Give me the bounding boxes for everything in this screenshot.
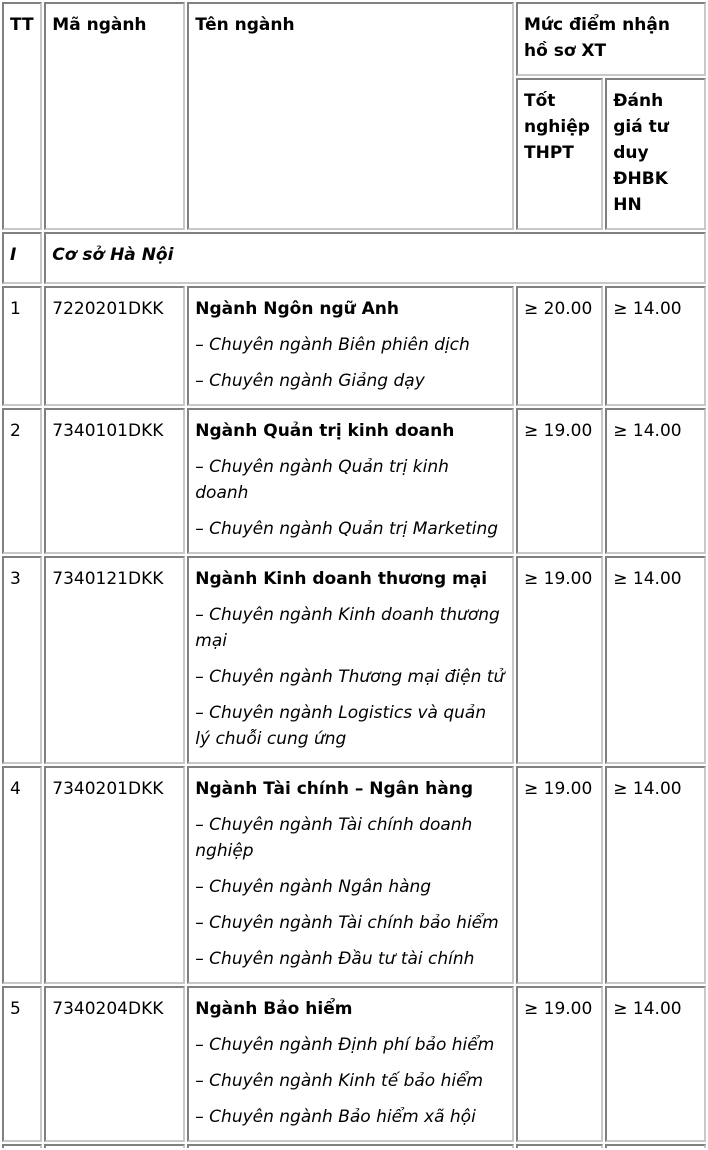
row-code: 7220201DKK <box>44 286 185 406</box>
cut-off-cell <box>2 1144 42 1148</box>
header-row <box>2 2 706 76</box>
row-major-cell <box>187 408 514 554</box>
table-row <box>2 766 706 984</box>
row-score-thpt: ≥ 19.00 <box>516 986 603 1142</box>
table-row <box>2 556 706 764</box>
row-code: 7340101DKK <box>44 408 185 554</box>
table-row <box>2 286 706 406</box>
row-score-dgtd: ≥ 14.00 <box>605 986 706 1142</box>
header-tt: TT <box>2 2 42 230</box>
row-tt: 5 <box>2 986 42 1142</box>
cut-off-cell <box>44 1144 185 1148</box>
row-score-thpt: ≥ 20.00 <box>516 286 603 406</box>
major-name: Ngành Ngôn ngữ Anh <box>195 299 400 319</box>
row-major-cell <box>187 286 514 406</box>
row-tt: 4 <box>2 766 42 984</box>
specialization-item: – Chuyên ngành Bảo hiểm xã hội <box>195 1107 476 1127</box>
section-row <box>2 232 706 284</box>
specialization-item: – Chuyên ngành Ngân hàng <box>195 877 432 897</box>
header-ten-nganh: Tên ngành <box>187 2 514 230</box>
row-code: 7340201DKK <box>44 766 185 984</box>
specialization-item: – Chuyên ngành Thương mại điện tử <box>195 667 505 687</box>
cut-off-cell <box>605 1144 706 1148</box>
cut-off-cell <box>516 1144 603 1148</box>
major-name: Ngành Quản trị kinh doanh <box>195 421 455 441</box>
header-danh-gia: Đánh giá tư duy ĐHBK HN <box>605 78 706 230</box>
major-name: Ngành Tài chính – Ngân hàng <box>195 779 473 799</box>
row-score-dgtd: ≥ 14.00 <box>605 286 706 406</box>
specialization-item: – Chuyên ngành Kinh doanh thương mại <box>195 605 500 651</box>
major-name: Ngành Bảo hiểm <box>195 999 353 1019</box>
specialization-item: – Chuyên ngành Biên phiên dịch <box>195 335 470 355</box>
specialization-item: – Chuyên ngành Quản trị kinh doanh <box>195 457 449 503</box>
table-header <box>2 2 706 230</box>
row-score-dgtd: ≥ 14.00 <box>605 408 706 554</box>
specialization-item: – Chuyên ngành Giảng dạy <box>195 371 425 391</box>
row-code: 7340204DKK <box>44 986 185 1142</box>
row-tt: 1 <box>2 286 42 406</box>
major-name: Ngành Kinh doanh thương mại <box>195 569 488 589</box>
header-tot-nghiep: Tốt nghiệp THPT <box>516 78 603 230</box>
row-score-dgtd: ≥ 14.00 <box>605 556 706 764</box>
header-ma-nganh: Mã ngành <box>44 2 185 230</box>
row-tt: 3 <box>2 556 42 764</box>
section-roman: I <box>2 232 42 284</box>
row-major-cell <box>187 986 514 1142</box>
table-body <box>2 232 706 1148</box>
row-score-dgtd: ≥ 14.00 <box>605 766 706 984</box>
specialization-item: – Chuyên ngành Tài chính doanh nghiệp <box>195 815 473 861</box>
row-major-cell <box>187 556 514 764</box>
specialization-item: – Chuyên ngành Quản trị Marketing <box>195 519 499 539</box>
row-score-thpt: ≥ 19.00 <box>516 766 603 984</box>
row-code: 7340121DKK <box>44 556 185 764</box>
header-muc-diem: Mức điểm nhận hồ sơ XT <box>516 2 706 76</box>
row-score-thpt: ≥ 19.00 <box>516 556 603 764</box>
specialization-item: – Chuyên ngành Logistics và quản lý chuỗi cung ứng <box>195 703 487 749</box>
row-major-cell <box>187 766 514 984</box>
row-tt: 2 <box>2 408 42 554</box>
section-name: Cơ sở Hà Nội <box>44 232 706 284</box>
specialization-item: – Chuyên ngành Kinh tế bảo hiểm <box>195 1071 484 1091</box>
specialization-item: – Chuyên ngành Đầu tư tài chính <box>195 949 475 969</box>
specialization-item: – Chuyên ngành Định phí bảo hiểm <box>195 1035 495 1055</box>
row-score-thpt: ≥ 19.00 <box>516 408 603 554</box>
table-row <box>2 408 706 554</box>
cut-off-cell <box>187 1144 514 1148</box>
specialization-item: – Chuyên ngành Tài chính bảo hiểm <box>195 913 499 933</box>
cut-off-row <box>2 1144 706 1148</box>
table-row <box>2 986 706 1142</box>
